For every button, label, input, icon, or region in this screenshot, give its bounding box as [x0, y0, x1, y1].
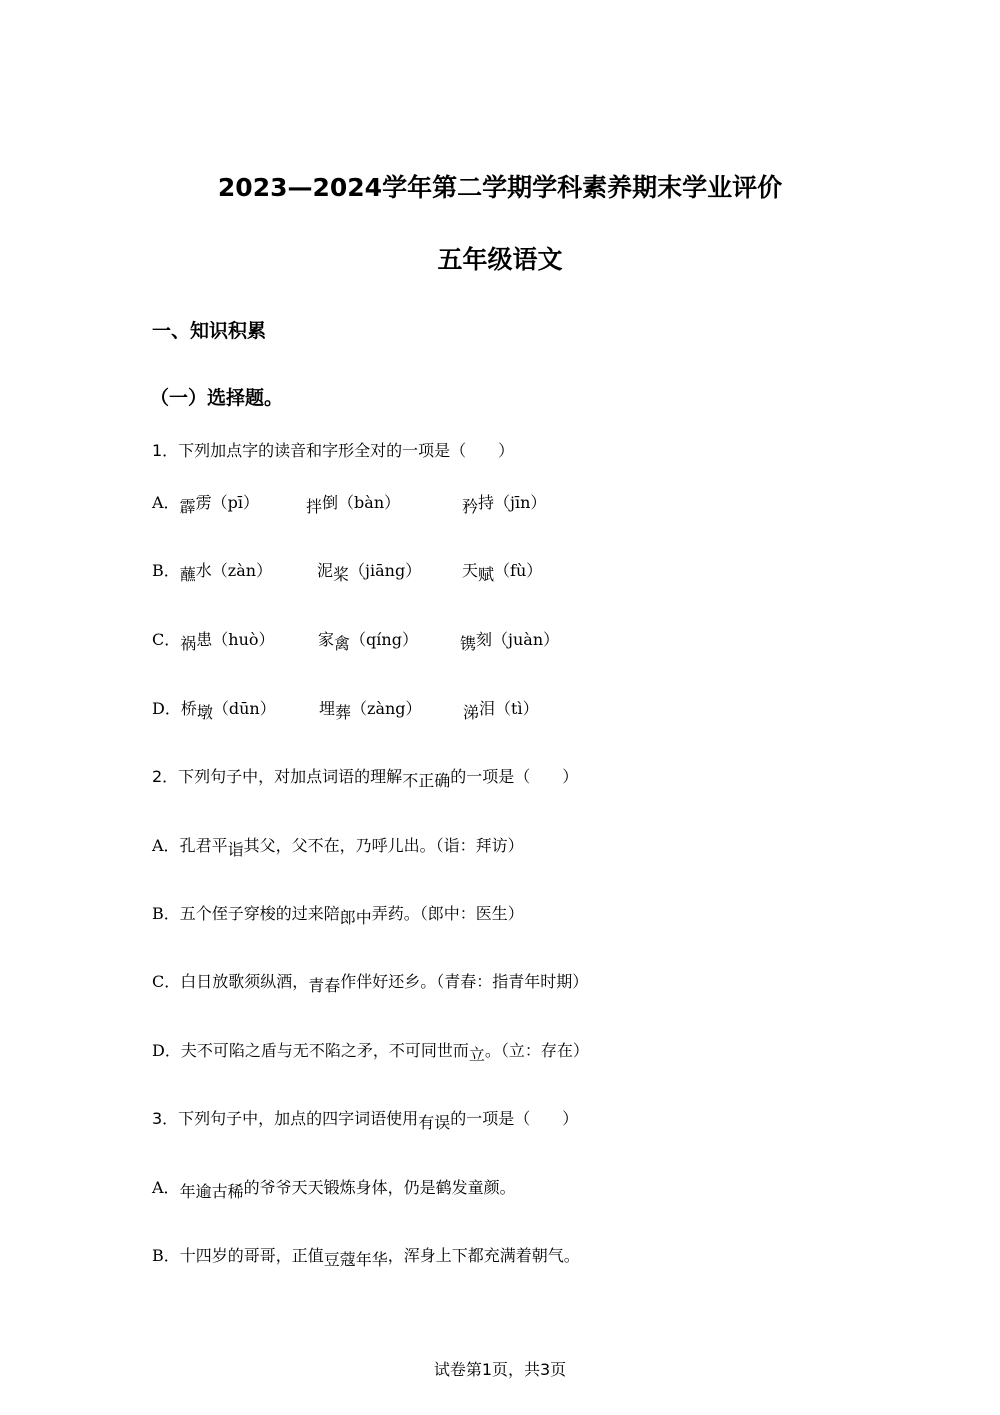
q1-option-c-item-2: 家禽（qíng） [318, 630, 418, 653]
page-subtitle: 五年级语文 [437, 245, 563, 274]
q2-option-d: D．夫不可陷之盾与无不陷之矛，不可同世而立。（立：存在） [152, 1041, 589, 1064]
q1-option-b-item-3: 天赋（fù） [462, 561, 543, 584]
q2-option-c: C．白日放歌须纵酒，青春作伴好还乡。（青春：指青年时期） [152, 972, 589, 995]
question-1-stem: 1．下列加点字的读音和字形全对的一项是（ ） [152, 441, 515, 460]
q1-option-c-item-3: 镌刻（juàn） [460, 630, 560, 653]
q3-option-b: B．十四岁的哥哥，正值豆蔻年华，浑身上下都充满着朝气。 [152, 1246, 580, 1269]
q1-option-d-item-2: 埋葬（zàng） [319, 699, 422, 722]
page-title: 2023—2024学年第二学期学科素养期末学业评价 [217, 173, 783, 202]
page-footer: 试卷第1页，共3页 [433, 1360, 567, 1379]
q1-option-b-item-2: 泥桨（jiāng） [317, 561, 422, 584]
section-heading: 一、知识积累 [152, 320, 267, 342]
question-3-stem: 3．下列句子中，加点的四字词语使用有误的一项是（ ） [152, 1109, 579, 1132]
q1-option-b: B．蘸水（zàn） [152, 561, 273, 584]
subsection-heading: （一）选择题。 [150, 387, 284, 409]
q1-option-d: D．桥墩（dūn） [152, 699, 276, 722]
q1-option-a-item-2: 拌倒（bàn） [306, 493, 401, 516]
q1-option-a-item-3: 矜持（jīn） [462, 493, 547, 516]
q3-option-a: A．年逾古稀的爷爷天天锻炼身体，仍是鹤发童颜。 [152, 1178, 516, 1201]
q2-option-a: A．孔君平诣其父，父不在，乃呼儿出。（诣：拜访） [152, 836, 524, 859]
q1-option-c: C．祸患（huò） [152, 630, 275, 653]
q1-option-d-item-3: 涕泪（tì） [463, 699, 539, 722]
question-2-stem: 2．下列句子中，对加点词语的理解不正确的一项是（ ） [152, 767, 579, 790]
q1-option-a: A．霹雳（pī） [152, 493, 259, 516]
q2-option-b: B．五个侄子穿梭的过来陪郎中弄药。（郎中：医生） [152, 904, 524, 927]
